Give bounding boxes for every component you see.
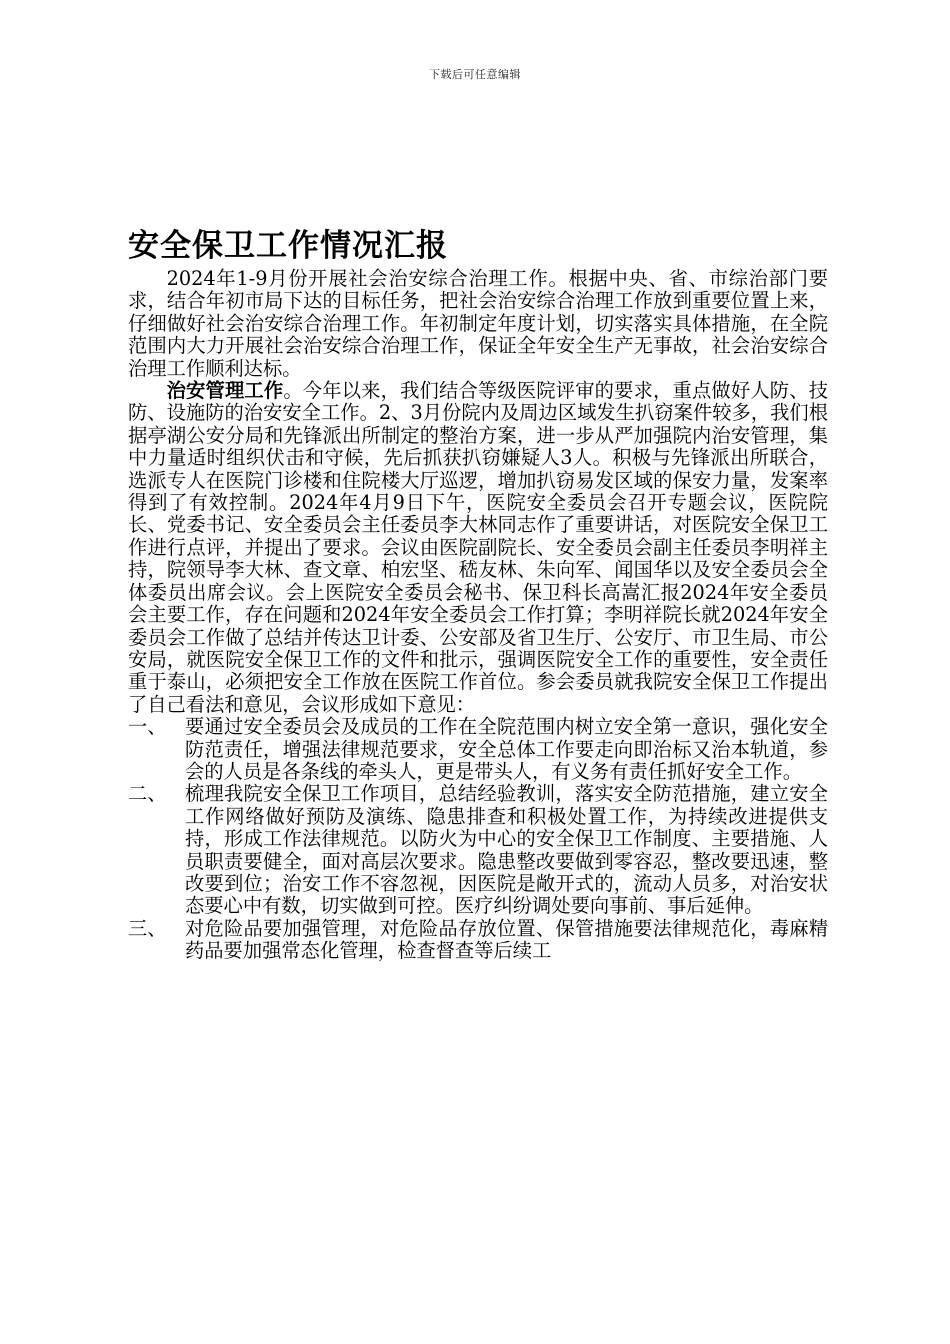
document-body	[128, 268, 828, 963]
paragraph-text: 2024年1-9月份开展社会治安综合治理工作。根据中央、省、市综治部门要求，结合年初市局下达的目标任务，把社会治安综合治理工作放到重要位置上来，仔细做好社会治安综合治理工作。年初制定年度计划，切实落实具体措施，在全院范围内大力开展社会治安综合治理工作，保证全年安全生产无事故，社会治安综合治理工作顺利达标。	[128, 267, 828, 380]
document-title: 安全保卫工作情况汇报	[128, 228, 448, 264]
list-item	[128, 918, 828, 963]
list-item-number: 二、	[128, 782, 167, 806]
list-item-number: 一、	[128, 715, 167, 739]
paragraph-lead: 治安管理工作	[166, 379, 284, 403]
paragraph-intro	[128, 268, 828, 380]
list-item-text: 对危险品要加强管理，对危险品存放位置、保管措施要法律规范化，毒麻精药品要加强常态化管理，检查督查等后续工	[185, 916, 828, 963]
list-item	[128, 716, 828, 783]
paragraph-text: 。今年以来，我们结合等级医院评审的要求，重点做好人防、技防、设施防的治安安全工作。2、3月份院内及周边区域发生扒窃案件较多，我们根据亭湖公安分局和先锋派出所制定的整治方案，进一步从严加强院内治安管理，集中力量适时组织伏击和守候，先后抓获扒窃嫌疑人3人。积极与先锋派出所联合，选派专人在医院门诊楼和住院楼大厅巡逻，增加扒窃易发区域的保安力量，发案率得到了有效控制。2024年4月9日下午，医院安全委员会召开专题会议，医院院长、党委书记、安全委员会主任委员李大林同志作了重要讲话，对医院安全保卫工作进行点评，并提出了要求。会议由医院副院长、安全委员会副主任委员李明祥主持，院领导李大林、查文章、柏宏坚、嵇友林、朱向军、闻国华以及安全委员会全体委员出席会议。会上医院安全委员会秘书、保卫科长高嵩汇报2024年安全委员会主要工作，存在问题和2024年安全委员会工作打算；李明祥院长就2024年安全委员会工作做了总结并传达卫计委、公安部及省卫生厅、公安厅、市卫生局、市公安局，就医院安全保卫工作的文件和批示，强调医院安全工作的重要性，安全责任重于泰山，必须把安全工作放在医院工作首位。参会委员就我院安全保卫工作提出了自己看法和意见，会议形成如下意见：	[128, 379, 828, 716]
list-item	[128, 783, 828, 917]
list-item-text: 梳理我院安全保卫工作项目，总结经验教训，落实安全防范措施，建立安全工作网络做好预防及演练、隐患排查和积极处置工作，为持续改进提供支持，形成工作法律规范。以防火为中心的安全保卫工作制度、主要措施、人员职责要健全，面对高层次要求。隐患整改要做到零容忍，整改要迅速，整改要到位；治安工作不容忽视，因医院是敞开式的，流动人员多，对治安状态要心中有数，切实做到可控。医疗纠纷调处要向事前、事后延伸。	[185, 782, 828, 918]
list-item-text: 要通过安全委员会及成员的工作在全院范围内树立安全第一意识，强化安全防范责任，增强法律规范要求，安全总体工作要走向即治标又治本轨道，参会的人员是各条线的牵头人，更是带头人，有义务有责任抓好安全工作。	[185, 715, 828, 783]
page-header: 下载后可任意编辑	[429, 68, 521, 81]
paragraph-security-management	[128, 380, 828, 716]
list-item-number: 三、	[128, 916, 167, 940]
